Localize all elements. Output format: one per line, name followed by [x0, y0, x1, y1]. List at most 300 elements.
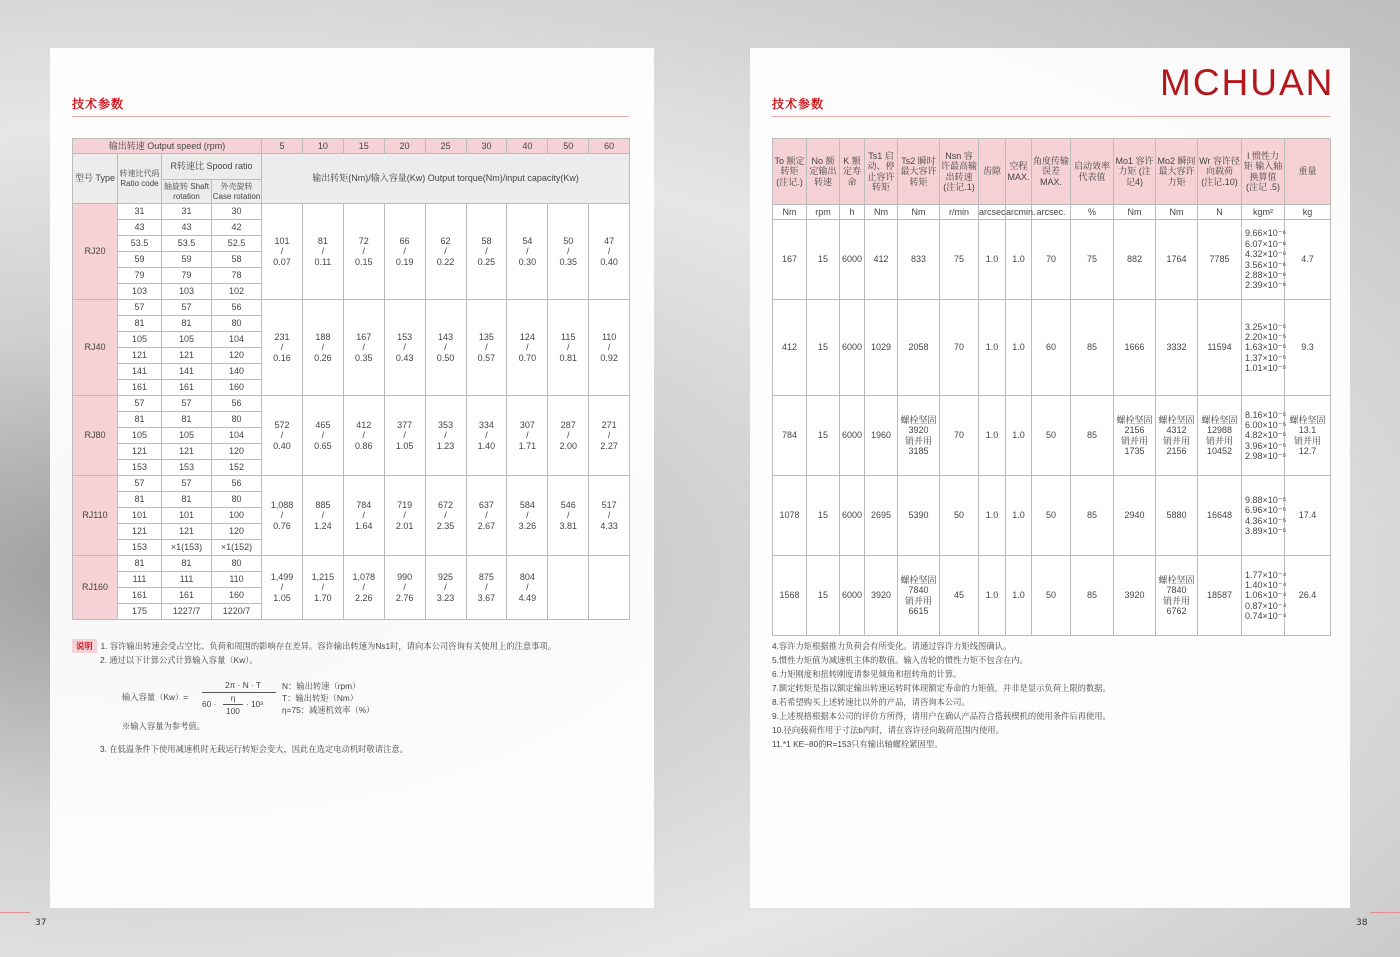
torque-capacity-value — [548, 556, 589, 620]
model-name: RJ80 — [73, 396, 118, 476]
unit-cell: rpm — [807, 205, 840, 220]
page-number-right: 38 — [1356, 918, 1368, 928]
ratio-value: 81 — [118, 556, 162, 572]
torque-capacity-value: 719 / 2.01 — [384, 476, 425, 556]
ratio-value: 78 — [212, 268, 262, 284]
spec-value: 50 — [1032, 556, 1071, 636]
formula-den-b: · 10³ — [246, 699, 264, 709]
torque-capacity-value: 572 / 0.40 — [262, 396, 303, 476]
ratio-value: 141 — [118, 364, 162, 380]
spec-value: 螺栓坚固 3920 销并用 3185 — [898, 396, 940, 476]
torque-capacity-value: 271 / 2.27 — [589, 396, 630, 476]
spec-value: 6000 — [840, 476, 865, 556]
spec-header: Ts2 瞬时最大容许转矩 — [898, 139, 940, 205]
note-item: 4.容许力矩根据推力负荷会有所变化。请通过容许力矩线图确认。 — [772, 641, 1012, 651]
ratio-value: 161 — [118, 380, 162, 396]
ratio-value: 104 — [212, 332, 262, 348]
spec-value: 85 — [1071, 300, 1114, 396]
spec-value: 螺栓坚固 2156 销并用 1735 — [1114, 396, 1156, 476]
ratio-value: 120 — [212, 444, 262, 460]
unit-cell: arcsec. — [1032, 205, 1071, 220]
spec-value: 1.0 — [979, 396, 1006, 476]
ratio-value: 79 — [162, 268, 212, 284]
ratio-value: 120 — [212, 524, 262, 540]
torque-capacity-value: 167 / 0.35 — [343, 300, 384, 396]
spec-value: 60 — [1032, 300, 1071, 396]
ratio-value: 152 — [212, 460, 262, 476]
spec-value: 3332 — [1156, 300, 1198, 396]
torque-capacity-value: 885 / 1.24 — [302, 476, 343, 556]
ratio-value: 53.5 — [162, 236, 212, 252]
torque-capacity-value: 101 / 0.07 — [262, 204, 303, 300]
spec-value: 6000 — [840, 396, 865, 476]
brand-logo: MCHUAN — [1160, 62, 1335, 103]
formula-numerator: 2π · N · T — [225, 680, 261, 690]
torque-capacity-value — [589, 556, 630, 620]
spec-value: 9.88×10⁻⁵ 6.96×10⁻⁵ 4.36×10⁻⁵ 3.89×10⁻⁵ — [1242, 476, 1285, 556]
speed-value: 15 — [343, 139, 384, 154]
torque-capacity-value: 465 / 0.65 — [302, 396, 343, 476]
spec-value: 70 — [1032, 220, 1071, 300]
ratio-value: 81 — [118, 316, 162, 332]
spec-value: 75 — [940, 220, 979, 300]
speed-value: 40 — [507, 139, 548, 154]
section-rule-right — [772, 116, 1330, 117]
formula-100: 100 — [226, 706, 240, 716]
formula-eta: η — [230, 693, 236, 703]
ratio-value: 42 — [212, 220, 262, 236]
torque-capacity-value: 1,078 / 2.26 — [343, 556, 384, 620]
torque-capacity-value: 231 / 0.16 — [262, 300, 303, 396]
shaft-rotation-header: 轴旋转 Shaft rotation — [162, 180, 212, 204]
spec-value: 8.16×10⁻⁵ 6.00×10⁻⁵ 4.82×10⁻⁵ 3.96×10⁻⁵ 2.98×10⁻⁵ — [1242, 396, 1285, 476]
spec-value: 1.0 — [979, 300, 1006, 396]
spec-value: 1568 — [773, 556, 807, 636]
speed-value: 20 — [384, 139, 425, 154]
note-item: 6.力矩刚度和扭转刚度请参见倾角和扭转角的计算。 — [772, 669, 962, 679]
spec-value: 70 — [940, 300, 979, 396]
spec-value: 1029 — [865, 300, 898, 396]
spec-header: Ts1 启动、停止容许转矩 — [865, 139, 898, 205]
spec-value: 5880 — [1156, 476, 1198, 556]
legend-n: N：输出转速（rpm） — [282, 681, 361, 691]
torque-capacity-value: 804 / 4.49 — [507, 556, 548, 620]
section-title-right: 技术参数 — [772, 97, 825, 111]
spec-value: 15 — [807, 300, 840, 396]
ratio-value: 30 — [212, 204, 262, 220]
speed-value: 50 — [548, 139, 589, 154]
ratio-value: 56 — [212, 396, 262, 412]
unit-cell: Nm — [1156, 205, 1198, 220]
note-item: 11.*1 KE−80的R=153只有输出轴螺栓紧固型。 — [772, 739, 943, 749]
spec-value: 9.66×10⁻⁶ 6.07×10⁻⁶ 4.32×10⁻⁶ 3.56×10⁻⁶ 2.88×10⁻⁶ 2.39×10⁻⁶ — [1242, 220, 1285, 300]
note-1: 说明 1. 容许输出转速会受占空比、负荷和周围的影响存在差异。容许输出转速为Ns1时，请向本公司咨询有关使用上的注意事项。 — [72, 639, 632, 653]
ratio-value: 153 — [118, 540, 162, 556]
torque-capacity-value: 307 / 1.71 — [507, 396, 548, 476]
table-row — [73, 300, 630, 316]
table-row — [73, 139, 630, 154]
unit-cell: Nm — [773, 205, 807, 220]
spec-value: 2695 — [865, 476, 898, 556]
speed-value: 10 — [302, 139, 343, 154]
speed-value: 30 — [466, 139, 507, 154]
table-row — [73, 556, 630, 572]
spec-value: 螺栓坚固 7840 销并用 6615 — [898, 556, 940, 636]
spec-value: 50 — [1032, 396, 1071, 476]
ratio-value: 103 — [162, 284, 212, 300]
spec-header: 启动效率代表值 — [1071, 139, 1114, 205]
spec-header: Mo1 容许力矩 (注记4) — [1114, 139, 1156, 205]
spec-table — [772, 138, 1331, 636]
spec-value: 1.0 — [979, 556, 1006, 636]
unit-cell: Nm — [865, 205, 898, 220]
ratio-value: 53.5 — [118, 236, 162, 252]
ratio-value: 31 — [118, 204, 162, 220]
ratio-value: 52.5 — [212, 236, 262, 252]
spec-value: 5390 — [898, 476, 940, 556]
ratio-value: 111 — [118, 572, 162, 588]
ratio-value: 80 — [212, 556, 262, 572]
ratio-value: 31 — [162, 204, 212, 220]
ratio-value: 121 — [118, 444, 162, 460]
spec-value: 1.77×10⁻⁴ 1.40×10⁻⁴ 1.06×10⁻⁴ 0.87×10⁻⁴ 0.74×10⁻⁴ — [1242, 556, 1285, 636]
ratio-value: 59 — [162, 252, 212, 268]
unit-cell: kgm² — [1242, 205, 1285, 220]
speed-header: 输出转速 Output speed (rpm) — [73, 139, 262, 154]
spec-value: 882 — [1114, 220, 1156, 300]
note-reference: ※输入容量为参考值。 — [122, 721, 205, 731]
ratio-value: 43 — [162, 220, 212, 236]
notes-tag: 说明 — [72, 639, 97, 653]
torque-capacity-value: 66 / 0.19 — [384, 204, 425, 300]
torque-capacity-value: 517 / 4.33 — [589, 476, 630, 556]
spec-header: 空程 MAX. — [1006, 139, 1032, 205]
spec-value: 412 — [773, 300, 807, 396]
model-name: RJ110 — [73, 476, 118, 556]
spec-value: 6000 — [840, 220, 865, 300]
ratio-value: 80 — [212, 492, 262, 508]
note-item: 5.惯性力矩值为减速机主体的数值。输入齿轮的惯性力矩不包含在内。 — [772, 655, 1028, 665]
ratio-value: 57 — [118, 476, 162, 492]
unit-cell: h — [840, 205, 865, 220]
torque-capacity-value: 47 / 0.40 — [589, 204, 630, 300]
ratio-value: 105 — [162, 428, 212, 444]
spec-value: 3920 — [1114, 556, 1156, 636]
spec-value: 167 — [773, 220, 807, 300]
spec-value: 2058 — [898, 300, 940, 396]
ratio-value: 105 — [118, 332, 162, 348]
ratio-value: ×1(152) — [212, 540, 262, 556]
ratio-value: 121 — [162, 444, 212, 460]
spec-value: 412 — [865, 220, 898, 300]
note-item: 8.若希望购买上述转速比以外的产品，请咨询本公司。 — [772, 697, 970, 707]
unit-cell: arcsec — [979, 205, 1006, 220]
ratio-value: 120 — [212, 348, 262, 364]
model-name: RJ20 — [73, 204, 118, 300]
torque-capacity-value: 784 / 1.64 — [343, 476, 384, 556]
ratio-value: 58 — [212, 252, 262, 268]
formula-legend — [282, 680, 374, 716]
speed-torque-table — [72, 138, 630, 620]
spec-header: 角度传输误差 MAX. — [1032, 139, 1071, 205]
spec-header: No 额定输出转速 — [807, 139, 840, 205]
case-rotation-header: 外壳旋转 Case rotation — [212, 180, 262, 204]
spec-value: 1666 — [1114, 300, 1156, 396]
ratio-value: 141 — [162, 364, 212, 380]
spec-header: Wr 容许径向载荷 (注记.10) — [1198, 139, 1242, 205]
formula-den-a: 60 · — [202, 699, 217, 709]
ratio-value: 121 — [162, 348, 212, 364]
torque-capacity-value: 54 / 0.30 — [507, 204, 548, 300]
ratio-header: R转速比 Spood ratio — [162, 154, 262, 180]
spec-value: 2940 — [1114, 476, 1156, 556]
ratio-value: 43 — [118, 220, 162, 236]
footer-line-left — [0, 912, 30, 913]
torque-capacity-value: 135 / 0.57 — [466, 300, 507, 396]
spec-value: 4.7 — [1285, 220, 1331, 300]
spec-value: 15 — [807, 556, 840, 636]
spec-header: 重量 — [1285, 139, 1331, 205]
spec-header: K 额定寿命 — [840, 139, 865, 205]
note-item: 10.径向载荷作用于寸法b内时，请在容许径向载荷范围内使用。 — [772, 725, 1004, 735]
ratio-value: 153 — [162, 460, 212, 476]
ratio-value: 160 — [212, 588, 262, 604]
torque-header: 输出转矩(Nm)/输入容量(Kw) Output torque(Nm)/input capacity(Kw) — [262, 154, 630, 204]
ratio-value: 161 — [162, 380, 212, 396]
note-3: 3. 在低温条件下使用减速机时无载运行转矩会变大，因此在选定电动机时敬请注意。 — [100, 744, 408, 754]
ratio-value: 80 — [212, 412, 262, 428]
torque-capacity-value: 1,088 / 0.76 — [262, 476, 303, 556]
note-2: 2. 通过以下计算公式计算输入容量（Kw）。 — [100, 655, 258, 665]
spec-value: 1.0 — [1006, 556, 1032, 636]
torque-capacity-value: 1,215 / 1.70 — [302, 556, 343, 620]
torque-capacity-value: 412 / 0.86 — [343, 396, 384, 476]
ratio-value: 161 — [162, 588, 212, 604]
formula-eta-bar — [223, 704, 243, 705]
ratio-value: 79 — [118, 268, 162, 284]
spec-value: 15 — [807, 220, 840, 300]
torque-capacity-value: 546 / 3.81 — [548, 476, 589, 556]
torque-capacity-value: 153 / 0.43 — [384, 300, 425, 396]
model-name: RJ40 — [73, 300, 118, 396]
ratio-value: 57 — [118, 300, 162, 316]
torque-capacity-value: 334 / 1.40 — [466, 396, 507, 476]
torque-capacity-value: 50 / 0.35 — [548, 204, 589, 300]
spec-value: 6000 — [840, 300, 865, 396]
torque-capacity-value: 637 / 2.67 — [466, 476, 507, 556]
torque-capacity-value: 143 / 0.50 — [425, 300, 466, 396]
spec-value: 50 — [1032, 476, 1071, 556]
ratio-value: 121 — [118, 348, 162, 364]
spec-value: 11594 — [1198, 300, 1242, 396]
table-row — [773, 556, 1331, 636]
speed-value: 25 — [425, 139, 466, 154]
ratio-value: 57 — [162, 396, 212, 412]
table-row — [773, 476, 1331, 556]
torque-capacity-value: 124 / 0.70 — [507, 300, 548, 396]
footer-line-right — [1370, 912, 1400, 913]
spec-value: 7785 — [1198, 220, 1242, 300]
notes-right — [772, 639, 1332, 751]
unit-cell: r/min — [940, 205, 979, 220]
spec-value: 70 — [940, 396, 979, 476]
spec-value: 15 — [807, 396, 840, 476]
ratio-value: 104 — [212, 428, 262, 444]
spec-value: 螺栓坚固 12988 销并用 10452 — [1198, 396, 1242, 476]
ratio-value: 59 — [118, 252, 162, 268]
table-row — [773, 205, 1331, 220]
table-row — [73, 154, 630, 180]
spec-value: 15 — [807, 476, 840, 556]
speed-value: 60 — [589, 139, 630, 154]
ratio-value: 105 — [162, 332, 212, 348]
spec-value: 1960 — [865, 396, 898, 476]
spec-value: 50 — [940, 476, 979, 556]
ratio-value: 57 — [162, 476, 212, 492]
spec-value: 17.4 — [1285, 476, 1331, 556]
section-title-left: 技术参数 — [72, 97, 125, 111]
ratio-value: 56 — [212, 476, 262, 492]
ratio-value: 56 — [212, 300, 262, 316]
torque-capacity-value: 72 / 0.15 — [343, 204, 384, 300]
spec-header: To 额定转矩 (注记.) — [773, 139, 807, 205]
spec-value: 9.3 — [1285, 300, 1331, 396]
legend-eta: η=75：减速机效率（%） — [282, 705, 375, 715]
torque-capacity-value: 990 / 2.76 — [384, 556, 425, 620]
ratio-value: 57 — [118, 396, 162, 412]
unit-cell: kg — [1285, 205, 1331, 220]
torque-capacity-value: 287 / 2.00 — [548, 396, 589, 476]
spec-value: 螺栓坚固 4312 销并用 2156 — [1156, 396, 1198, 476]
ratio-value: 81 — [162, 492, 212, 508]
ratio-value: 121 — [162, 524, 212, 540]
note-item: 7.额定转矩是指以额定输出转速运转时体现额定寿命的力矩值，并非是显示负荷上限的数据。 — [772, 683, 1111, 693]
unit-cell: N — [1198, 205, 1242, 220]
ratio-value: 110 — [212, 572, 262, 588]
notes-left — [72, 639, 632, 667]
torque-capacity-value: 1,499 / 1.05 — [262, 556, 303, 620]
ratio-value: 161 — [118, 588, 162, 604]
torque-capacity-value: 62 / 0.22 — [425, 204, 466, 300]
spec-value: 18587 — [1198, 556, 1242, 636]
unit-cell: Nm — [1114, 205, 1156, 220]
ratio-value: 1227/7 — [162, 604, 212, 620]
formula-lhs: 输入容量（Kw）= — [122, 692, 189, 702]
ratio-value: 111 — [162, 572, 212, 588]
torque-capacity-value: 584 / 3.26 — [507, 476, 548, 556]
ratio-value: 81 — [118, 492, 162, 508]
ratio-value: 102 — [212, 284, 262, 300]
spec-value: 16648 — [1198, 476, 1242, 556]
unit-cell: % — [1071, 205, 1114, 220]
note-item: 9.上述规格根据本公司的评价方所得，请用户在确认产品符合搭载楔机的使用条件后再使用。 — [772, 711, 1111, 721]
spec-value: 1.0 — [1006, 300, 1032, 396]
torque-capacity-value: 672 / 2.35 — [425, 476, 466, 556]
spec-value: 26.4 — [1285, 556, 1331, 636]
table-row — [73, 204, 630, 220]
ratio-value: 57 — [162, 300, 212, 316]
type-header: 型号 Type — [73, 154, 118, 204]
spec-value: 1.0 — [1006, 476, 1032, 556]
ratio-value: 100 — [212, 508, 262, 524]
spec-value: 85 — [1071, 476, 1114, 556]
spec-value: 6000 — [840, 556, 865, 636]
table-row — [773, 300, 1331, 396]
ratio-code-header: 转速比代码 Ratio code — [118, 154, 162, 204]
spec-value: 45 — [940, 556, 979, 636]
torque-capacity-value: 353 / 1.23 — [425, 396, 466, 476]
torque-capacity-value: 115 / 0.81 — [548, 300, 589, 396]
spec-value: 3920 — [865, 556, 898, 636]
ratio-value: 81 — [162, 556, 212, 572]
torque-capacity-value: 81 / 0.11 — [302, 204, 343, 300]
ratio-value: 1220/7 — [212, 604, 262, 620]
ratio-value: 103 — [118, 284, 162, 300]
spec-value: 1.0 — [979, 476, 1006, 556]
spec-value: 螺栓坚固 13.1 销并用 12.7 — [1285, 396, 1331, 476]
ratio-value: 101 — [118, 508, 162, 524]
ratio-value: 153 — [118, 460, 162, 476]
ratio-value: 105 — [118, 428, 162, 444]
torque-capacity-value: 875 / 3.67 — [466, 556, 507, 620]
spec-value: 1764 — [1156, 220, 1198, 300]
spec-header: I 惯性力矩 输入轴换算值 (注记 .5) — [1242, 139, 1285, 205]
model-name: RJ160 — [73, 556, 118, 620]
torque-capacity-value: 110 / 0.92 — [589, 300, 630, 396]
ratio-value: 81 — [162, 412, 212, 428]
ratio-value: 140 — [212, 364, 262, 380]
legend-t: T：输出转矩（Nm） — [282, 693, 359, 703]
ratio-value: 81 — [118, 412, 162, 428]
table-row — [73, 476, 630, 492]
spec-value: 1.0 — [1006, 220, 1032, 300]
table-row — [73, 396, 630, 412]
torque-capacity-value: 377 / 1.05 — [384, 396, 425, 476]
unit-cell: arcmin. — [1006, 205, 1032, 220]
ratio-value: 160 — [212, 380, 262, 396]
ratio-value: ×1(153) — [162, 540, 212, 556]
torque-capacity-value: 925 / 3.23 — [425, 556, 466, 620]
ratio-value: 175 — [118, 604, 162, 620]
ratio-value: 80 — [212, 316, 262, 332]
table-row — [773, 220, 1331, 300]
table-row — [773, 396, 1331, 476]
spec-value: 784 — [773, 396, 807, 476]
speed-value: 5 — [262, 139, 303, 154]
page-number-left: 37 — [35, 918, 47, 928]
spec-value: 85 — [1071, 396, 1114, 476]
spec-value: 螺栓坚固 7840 销并用 6762 — [1156, 556, 1198, 636]
spec-value: 1.0 — [1006, 396, 1032, 476]
ratio-value: 81 — [162, 316, 212, 332]
spec-value: 3.25×10⁻⁵ 2.20×10⁻⁵ 1.63×10⁻⁵ 1.37×10⁻⁵ 1.01×10⁻⁵ — [1242, 300, 1285, 396]
torque-capacity-value: 188 / 0.26 — [302, 300, 343, 396]
spec-header: Nsn 容许最高输出转速 (注记.1) — [940, 139, 979, 205]
spec-value: 1078 — [773, 476, 807, 556]
spec-value: 833 — [898, 220, 940, 300]
section-rule-left — [72, 116, 629, 117]
spec-value: 75 — [1071, 220, 1114, 300]
unit-cell: Nm — [898, 205, 940, 220]
torque-capacity-value: 58 / 0.25 — [466, 204, 507, 300]
table-row — [773, 139, 1331, 205]
spec-header: 齿隙 — [979, 139, 1006, 205]
ratio-value: 101 — [162, 508, 212, 524]
spec-value: 1.0 — [979, 220, 1006, 300]
spec-value: 85 — [1071, 556, 1114, 636]
ratio-value: 121 — [118, 524, 162, 540]
spec-header: Mo2 瞬间最大容许力矩 — [1156, 139, 1198, 205]
